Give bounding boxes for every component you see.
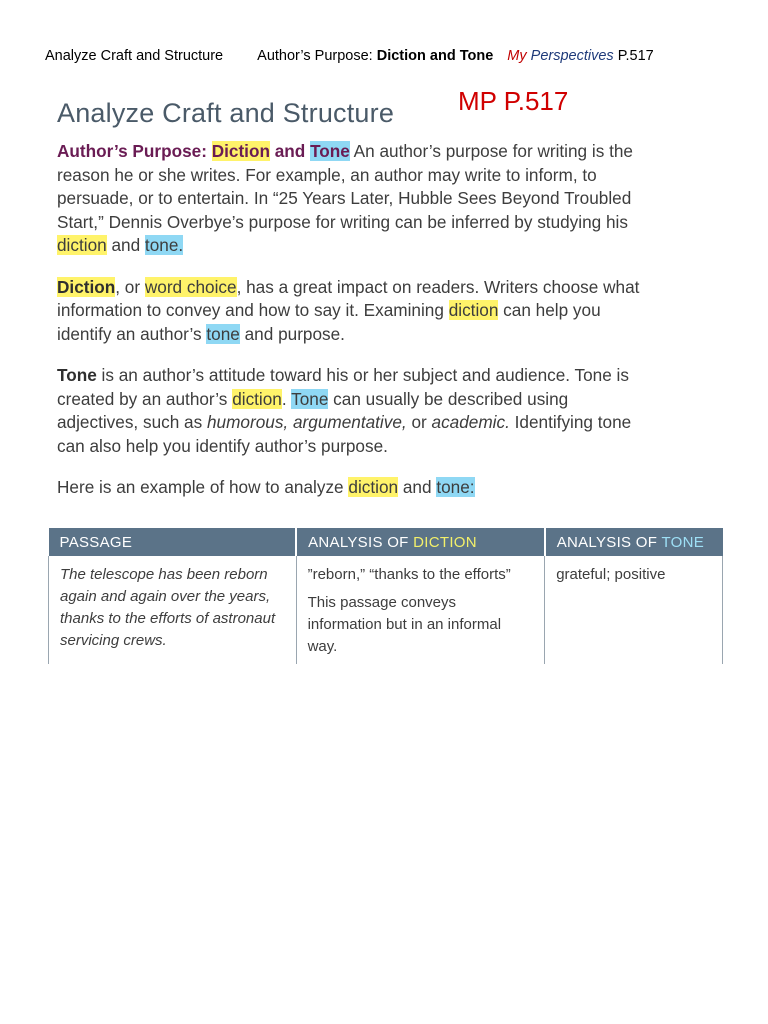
page-reference-note: MP P.517: [458, 86, 569, 116]
paragraph-text: or: [406, 412, 432, 432]
word-choice-highlight: word choice: [144, 276, 237, 297]
paragraph-text: Here is an example of how to analyze: [57, 477, 349, 497]
column-header-passage: PASSAGE: [49, 528, 297, 556]
paragraph-diction: [57, 276, 647, 347]
column-header-prefix: ANALYSIS OF: [308, 533, 414, 551]
paragraph-text: An author’s purpose for writing is the reason he or she writes. For example, an author may write to inform, to persuade, or to entertain. In “25 Years Later, Hubble Sees Beyond Troubled Start,” Dennis Overbye’s purpose for writing can be inferred by studying his: [57, 141, 633, 232]
term-diction-highlight: Diction: [211, 141, 270, 161]
column-header-tone-highlight: TONE: [661, 533, 705, 551]
column-header-diction: [296, 528, 545, 556]
term-tone: Tone: [57, 365, 97, 385]
paragraph-text: , has a great impact on readers. Writers choose what information to convey and how to say it. Examining: [57, 276, 640, 320]
paragraph-text: can help you identify an author’s: [57, 300, 601, 344]
paragraph-text: , or: [115, 276, 145, 297]
tone-example-academic: academic.: [431, 412, 510, 432]
header-topic: Analyze Craft and Structure: [45, 48, 224, 64]
tone-examples: humorous, argumentative,: [207, 412, 407, 432]
header-subtopic: Author’s Purpose:: [257, 48, 373, 64]
tone-highlight: tone: [206, 323, 240, 344]
tone-highlight: tone:: [436, 477, 475, 497]
paragraph-text: and: [106, 235, 145, 255]
section-title: Analyze Craft and Structure: [57, 98, 395, 128]
diction-note: This passage conveys information but in an informal way.: [307, 594, 502, 655]
paragraph-text: is an author’s attitude toward his or her subject and audience. Tone is created by an author’s: [57, 365, 629, 409]
header-book-perspectives: Perspectives: [530, 48, 614, 64]
table-row: [49, 556, 723, 664]
term-and: and: [274, 141, 306, 161]
term-tone-highlight: Tone: [310, 141, 350, 161]
header-focus: Diction and Tone: [376, 48, 494, 64]
cell-tone-analysis: grateful; positive: [545, 556, 723, 664]
diction-highlight: diction: [448, 300, 499, 320]
section-body: [57, 140, 647, 518]
paragraph-text: .: [281, 388, 292, 409]
paragraph-tone: [57, 364, 647, 458]
paragraph-text: Identifying tone can also help you identify author’s purpose.: [57, 412, 632, 456]
diction-quote: ”reborn,” “thanks to the efforts”: [307, 566, 511, 583]
paragraph-authors-purpose: [57, 140, 647, 258]
term-authors-purpose: Author’s Purpose:: [57, 141, 207, 161]
diction-highlight: diction: [348, 477, 399, 497]
passage-text: The telescope has been reborn again and again over the years, thanks to the efforts of astronaut servicing crews.: [60, 566, 276, 649]
diction-highlight: diction: [57, 235, 107, 255]
tone-highlight: tone.: [144, 235, 184, 255]
analysis-table: [48, 528, 723, 664]
table-header-row: [49, 528, 723, 556]
header-page: P.517: [617, 48, 654, 64]
paragraph-example-intro: [57, 476, 647, 500]
header-book-my: My: [507, 48, 527, 64]
column-header-diction-highlight: DICTION: [413, 533, 477, 551]
paragraph-text: and purpose.: [239, 323, 345, 344]
diction-highlight: diction: [232, 388, 282, 409]
column-header-tone: [545, 528, 723, 556]
paragraph-text: and: [398, 477, 437, 497]
page-header: [45, 48, 654, 64]
paragraph-text: can usually be described using adjectives, such as: [57, 388, 569, 432]
tone-highlight: Tone: [291, 388, 329, 409]
column-header-prefix: ANALYSIS OF: [556, 533, 662, 551]
term-diction-highlight: Diction: [57, 276, 116, 297]
cell-passage: [49, 556, 297, 664]
cell-diction-analysis: [296, 556, 545, 664]
